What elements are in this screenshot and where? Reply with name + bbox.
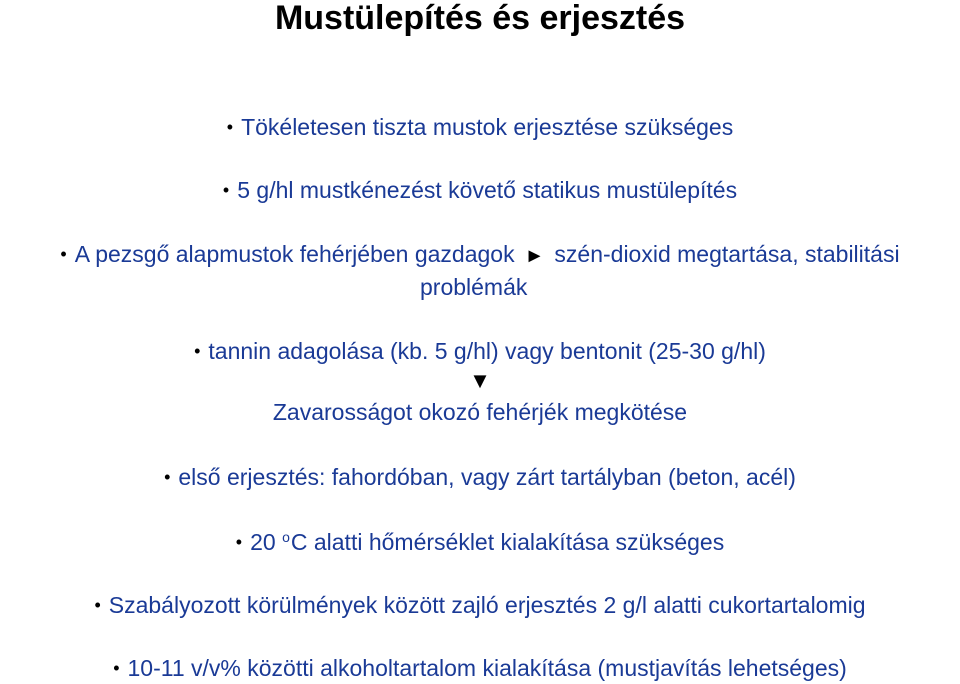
item-text: 20 — [250, 529, 276, 555]
bullet-icon: • — [226, 117, 234, 137]
bullet-icon: • — [194, 341, 201, 361]
degree-superscript: o — [282, 529, 290, 545]
bullet-icon: • — [164, 467, 171, 487]
bullet-item-7 — [0, 528, 960, 559]
item-text: tannin adagolása (kb. 5 g/hl) vagy bentonit (25-30 g/hl) — [208, 338, 766, 364]
down-arrow-icon: ▼ — [469, 368, 491, 393]
item-text-wrap: problémák — [420, 274, 528, 300]
right-arrow-icon: ► — [524, 245, 545, 267]
slide-title: Mustülepítés és erjesztés — [274, 0, 686, 37]
bullet-item-3-wrap — [420, 273, 720, 301]
item-text: első erjesztés: fahordóban, vagy zárt tartályban (beton, acél) — [178, 464, 796, 490]
bullet-icon: • — [113, 658, 120, 678]
bullet-icon: • — [235, 532, 243, 552]
item-text: Tökéletesen tiszta mustok erjesztése szükséges — [241, 114, 734, 140]
bullet-item-3 — [0, 240, 960, 270]
bullet-item-4 — [0, 337, 960, 367]
item-text-continued: szén-dioxid megtartása, stabilitási — [554, 241, 900, 267]
item-text: A pezsgő alapmustok fehérjében gazdagok — [74, 241, 515, 267]
bullet-item-8 — [0, 591, 960, 621]
bullet-icon: • — [94, 595, 101, 615]
bullet-item-9 — [0, 654, 960, 684]
item-text-continued: C alatti hőmérséklet kialakítása szükséges — [290, 529, 725, 555]
bullet-item-6 — [0, 463, 960, 493]
result-text: Zavarosságot okozó fehérjék megkötése — [272, 399, 688, 425]
item-text: 5 g/hl mustkénezést követő statikus mustülepítés — [237, 177, 738, 203]
result-line — [0, 398, 960, 426]
item-text: Szabályozott körülmények között zajló erjesztés 2 g/l alatti cukortartalomig — [108, 592, 866, 618]
bullet-icon: • — [222, 180, 230, 200]
bullet-item-2 — [0, 176, 960, 206]
bullet-icon: • — [60, 244, 67, 264]
item-text: 10-11 v/v% közötti alkoholtartalom kialakítása (mustjavítás lehetséges) — [127, 655, 847, 681]
bullet-item-1 — [0, 113, 960, 143]
